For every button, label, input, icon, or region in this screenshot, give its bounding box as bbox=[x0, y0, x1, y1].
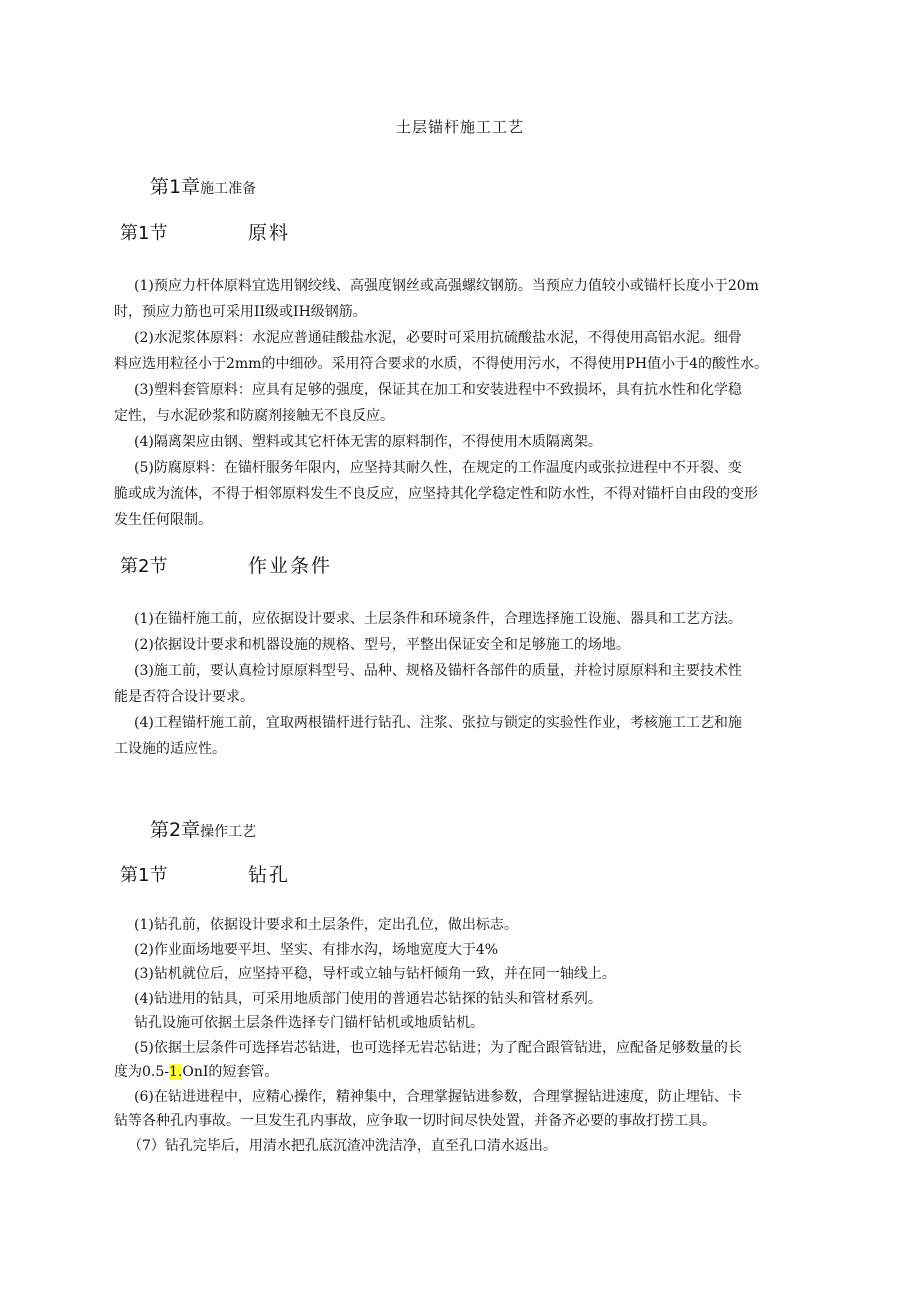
section-2-1-title: 钻孔 bbox=[248, 864, 291, 886]
text-line: 能是否符合设计要求。 bbox=[114, 689, 254, 705]
paragraph bbox=[114, 325, 810, 377]
text-line: (5)依据土层条件可选择岩芯钻进，也可选择无岩芯钻进；为了配合跟管钻进，应配备足够数量的长 bbox=[134, 1039, 742, 1056]
paragraph bbox=[120, 938, 810, 963]
paragraph bbox=[114, 455, 810, 533]
paragraph bbox=[114, 658, 810, 710]
text-line bbox=[114, 1060, 810, 1085]
text-line: (3)施工前，要认真检讨原原料型号、品种、规格及锚杆各部件的质量，并检讨原原料和主要技术性 bbox=[134, 663, 742, 679]
paragraph bbox=[120, 913, 810, 938]
section-1-1-body bbox=[114, 273, 810, 533]
text-line: 定性，与水泥砂浆和防腐剂接触无不良反应。 bbox=[114, 408, 394, 424]
chapter-1-heading bbox=[150, 172, 256, 199]
text-line: (3)钻机就位后，应坚持平稳，导杆或立轴与钻杆倾角一致，并在同一轴线上。 bbox=[134, 966, 616, 982]
text-line: 工设施的适应性。 bbox=[114, 741, 226, 757]
text-line: (2)依据设计要求和机器设施的规格、型号，平整出保证安全和足够施工的场地。 bbox=[134, 637, 630, 653]
chapter-2-name: 操作工艺 bbox=[200, 824, 257, 840]
text-segment: OnI的短套管。 bbox=[182, 1064, 279, 1080]
text-line: (2)作业面场地要平坦、坚实、有排水沟，场地宽度大于4% bbox=[134, 941, 499, 958]
text-line: （7）钻孔完毕后，用清水把孔底沉渣冲洗洁净，直至孔口清水返出。 bbox=[128, 1137, 557, 1154]
text-line: 时，预应力筋也可采用II级或IH级钢筋。 bbox=[114, 304, 367, 320]
section-1-1-number: 第1节 bbox=[120, 223, 168, 244]
paragraph bbox=[114, 1085, 810, 1134]
paragraph bbox=[120, 1011, 810, 1036]
text-line: (3)塑料套管原料：应具有足够的强度，保证其在加工和安装进程中不致损坏，具有抗水性和化学稳 bbox=[134, 382, 742, 398]
paragraph bbox=[120, 987, 810, 1012]
paragraph bbox=[114, 1036, 810, 1085]
text-line: (4)工程锚杆施工前，宜取两根锚杆进行钻孔、注浆、张拉与锁定的实验性作业，考核施工工艺和施 bbox=[134, 715, 742, 731]
paragraph bbox=[114, 273, 810, 325]
paragraph bbox=[120, 606, 810, 632]
paragraph bbox=[114, 710, 810, 762]
text-line: 料应选用粒径小于2mm的中细砂。采用符合要求的水质，不得使用污水，不得使用PH值小于4的酸性水。 bbox=[114, 356, 768, 372]
paragraph bbox=[120, 429, 810, 455]
document-title: 土层锚杆施工工艺 bbox=[395, 118, 524, 136]
section-1-2-body bbox=[114, 606, 810, 762]
text-line: (1)预应力杆体原料宜选用钢绞线、高强度钢丝或高强螺纹钢筋。当预应力值较小或锚杆长度小于20m bbox=[134, 278, 759, 294]
section-2-1-body bbox=[114, 913, 810, 1158]
section-1-1-title: 原料 bbox=[248, 222, 291, 244]
text-line: (1)钻孔前，依据设计要求和土层条件，定出孔位，做出标志。 bbox=[134, 917, 518, 933]
section-1-2-title: 作业条件 bbox=[248, 555, 333, 577]
text-line: (4)钻进用的钻具，可采用地质部门使用的普通岩芯钻探的钻头和管材系列。 bbox=[134, 990, 602, 1007]
highlighted-text: 1. bbox=[169, 1064, 183, 1080]
text-line: (2)水泥浆体原料：水泥应普通硅酸盐水泥，必要时可采用抗硫酸盐水泥，不得使用高铝水泥。细骨 bbox=[134, 330, 742, 346]
paragraph bbox=[120, 1134, 810, 1159]
text-line: 钻等各种孔内事故。一旦发生孔内事故，应争取一切时间尽快处置，并备齐必要的事故打捞工具。 bbox=[114, 1113, 716, 1129]
chapter-1-number: 第1章 bbox=[150, 176, 201, 198]
section-2-1-number: 第1节 bbox=[120, 865, 168, 886]
text-line: 钻孔设施可依据土层条件选择专门锚杆钻机或地质钻机。 bbox=[134, 1015, 484, 1031]
section-1-2-number: 第2节 bbox=[120, 556, 168, 577]
chapter-1-name: 施工准备 bbox=[200, 181, 257, 197]
text-line: (4)隔离架应由钢、塑料或其它杆体无害的原料制作，不得使用木质隔离架。 bbox=[134, 434, 602, 450]
text-line: 发生任何限制。 bbox=[114, 512, 212, 528]
paragraph bbox=[114, 377, 810, 429]
text-line: (5)防腐原料：在锚杆服务年限内，应坚持其耐久性，在规定的工作温度内或张拉进程中不开裂、变 bbox=[134, 460, 742, 476]
text-line: (1)在锚杆施工前，应依据设计要求、土层条件和环境条件，合理选择施工设施、器具和工艺方法。 bbox=[134, 611, 742, 627]
text-segment: 度为0.5- bbox=[114, 1064, 169, 1080]
text-line: (6)在钻进进程中，应精心操作，精神集中，合理掌握钻进参数，合理掌握钻进速度，防止埋钻、卡 bbox=[134, 1088, 742, 1105]
text-line: 脆或成为流体，不得于相邻原料发生不良反应，应坚持其化学稳定性和防水性，不得对锚杆自由段的变形 bbox=[114, 486, 758, 502]
paragraph bbox=[120, 962, 810, 987]
chapter-2-number: 第2章 bbox=[150, 819, 201, 841]
chapter-2-heading bbox=[150, 815, 256, 842]
paragraph bbox=[120, 632, 810, 658]
